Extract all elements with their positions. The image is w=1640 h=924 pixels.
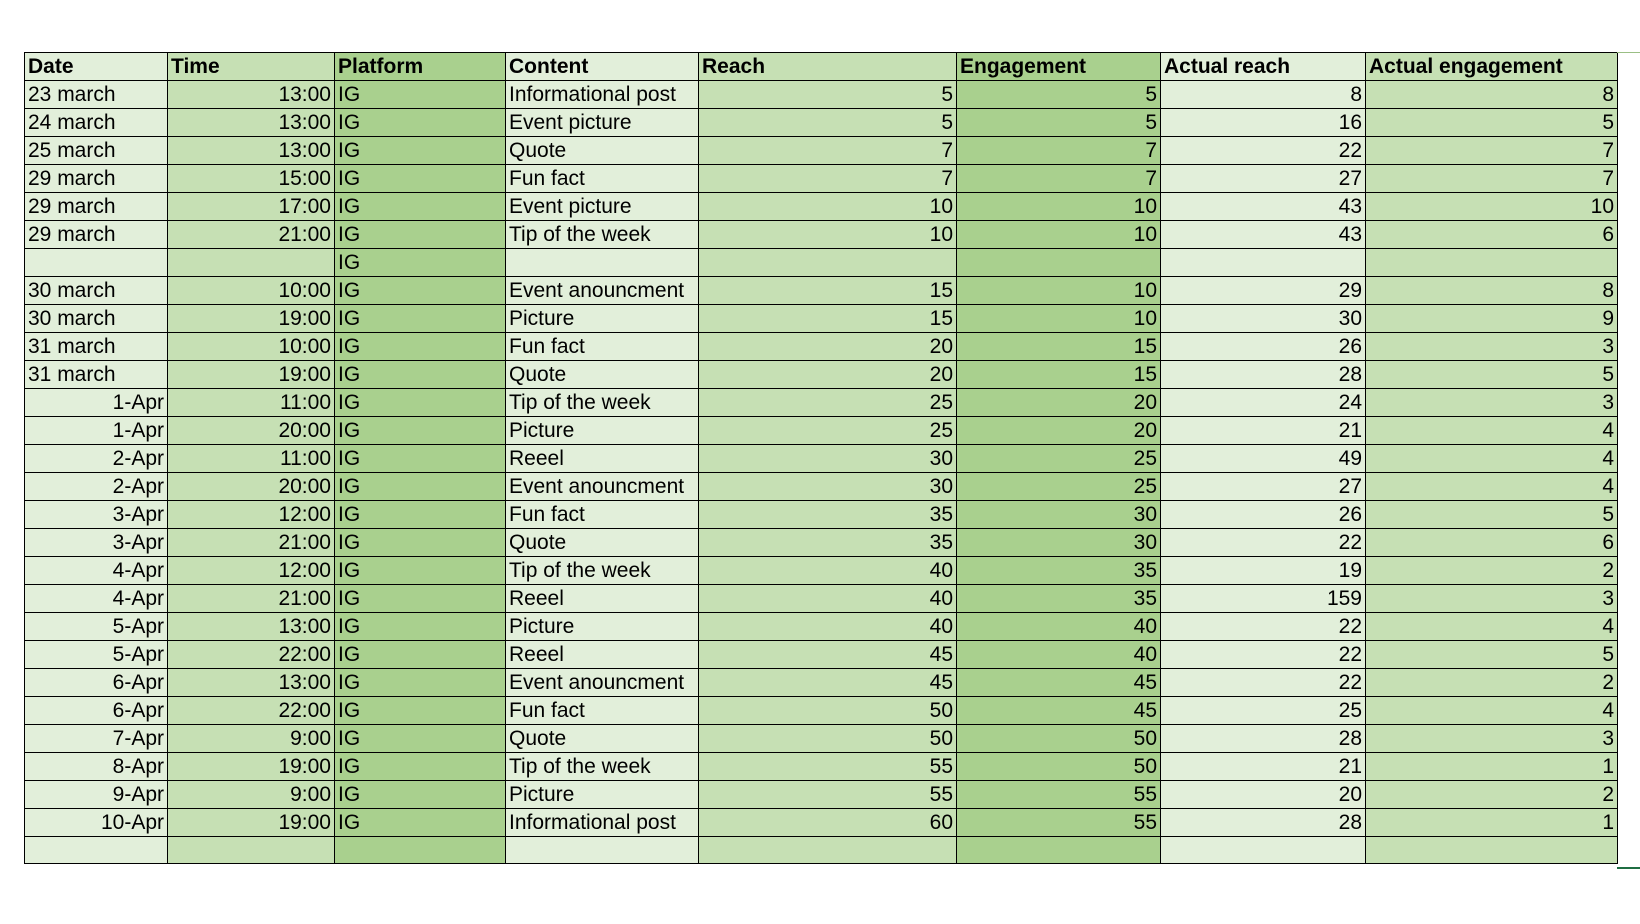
cell-actual-reach[interactable]: 29 <box>1161 277 1366 305</box>
cell-platform[interactable]: IG <box>335 669 506 697</box>
table-row <box>25 725 1618 753</box>
table-row <box>25 389 1618 417</box>
cell-content[interactable]: Picture <box>506 305 699 333</box>
cell-content[interactable]: Informational post <box>506 81 699 109</box>
cell-actual-engagement[interactable]: 3 <box>1366 725 1618 753</box>
cell-actual-engagement[interactable]: 5 <box>1366 501 1618 529</box>
cell-reach[interactable]: 45 <box>699 641 957 669</box>
cell-time[interactable]: 20:00 <box>168 473 335 501</box>
cell-actual-reach[interactable]: 26 <box>1161 501 1366 529</box>
cell-actual-reach[interactable]: 28 <box>1161 361 1366 389</box>
header-platform[interactable]: Platform <box>335 53 506 81</box>
table-row <box>25 669 1618 697</box>
table-row <box>25 333 1618 361</box>
table-row <box>25 781 1618 809</box>
cell-reach[interactable]: 55 <box>699 753 957 781</box>
cell-date[interactable]: 9-Apr <box>25 781 168 809</box>
cell-date[interactable]: 3-Apr <box>25 529 168 557</box>
table-row <box>25 109 1618 137</box>
cell-platform[interactable]: IG <box>335 137 506 165</box>
cell-date[interactable]: 25 march <box>25 137 168 165</box>
cell-engagement[interactable]: 35 <box>957 557 1161 585</box>
cell-platform[interactable]: IG <box>335 753 506 781</box>
cell-time[interactable]: 13:00 <box>168 109 335 137</box>
header-date[interactable]: Date <box>25 53 168 81</box>
table-row <box>25 249 1618 277</box>
cell-date[interactable]: 5-Apr <box>25 613 168 641</box>
cell-reach[interactable]: 50 <box>699 725 957 753</box>
cell-reach[interactable]: 7 <box>699 137 957 165</box>
cell-engagement[interactable]: 15 <box>957 333 1161 361</box>
cell-date[interactable]: 29 march <box>25 193 168 221</box>
cell-actual-engagement[interactable]: 3 <box>1366 333 1618 361</box>
sheet-edge <box>1617 52 1640 873</box>
cell-engagement[interactable]: 40 <box>957 641 1161 669</box>
cell-actual-reach[interactable]: 20 <box>1161 781 1366 809</box>
cell-engagement[interactable]: 40 <box>957 613 1161 641</box>
cell-reach[interactable]: 35 <box>699 529 957 557</box>
header-engagement[interactable]: Engagement <box>957 53 1161 81</box>
cell-time[interactable]: 13:00 <box>168 669 335 697</box>
cell-platform[interactable]: IG <box>335 193 506 221</box>
table-row <box>25 193 1618 221</box>
cell-time[interactable]: 21:00 <box>168 529 335 557</box>
cell-platform[interactable]: IG <box>335 613 506 641</box>
cell-date[interactable]: 31 march <box>25 333 168 361</box>
cell-content[interactable] <box>506 249 699 277</box>
cell-platform[interactable]: IG <box>335 445 506 473</box>
cell-reach[interactable]: 55 <box>699 781 957 809</box>
cell-actual-engagement[interactable]: 4 <box>1366 417 1618 445</box>
cell-reach[interactable]: 10 <box>699 221 957 249</box>
cell-engagement[interactable] <box>957 249 1161 277</box>
cell-platform[interactable]: IG <box>335 333 506 361</box>
cell-actual-reach[interactable]: 25 <box>1161 697 1366 725</box>
cell-engagement[interactable]: 50 <box>957 725 1161 753</box>
cell-time[interactable]: 13:00 <box>168 137 335 165</box>
cell-reach[interactable]: 35 <box>699 501 957 529</box>
cell-time[interactable]: 19:00 <box>168 305 335 333</box>
cell-time[interactable]: 9:00 <box>168 725 335 753</box>
cell-actual-engagement[interactable]: 7 <box>1366 137 1618 165</box>
cell-date[interactable]: 4-Apr <box>25 557 168 585</box>
cell-engagement[interactable]: 55 <box>957 781 1161 809</box>
cell-content[interactable]: Fun fact <box>506 501 699 529</box>
cell-actual-reach[interactable]: 27 <box>1161 165 1366 193</box>
cell-engagement[interactable]: 45 <box>957 697 1161 725</box>
table-row <box>25 277 1618 305</box>
cell-content[interactable]: Tip of the week <box>506 221 699 249</box>
cell-actual-reach[interactable] <box>1161 837 1366 864</box>
cell-actual-reach[interactable]: 30 <box>1161 305 1366 333</box>
cell-time[interactable]: 22:00 <box>168 641 335 669</box>
cell-reach[interactable]: 40 <box>699 557 957 585</box>
cell-platform[interactable]: IG <box>335 809 506 837</box>
cell-engagement[interactable]: 55 <box>957 809 1161 837</box>
cell-actual-reach[interactable]: 22 <box>1161 669 1366 697</box>
cell-actual-reach[interactable]: 43 <box>1161 193 1366 221</box>
cell-reach[interactable] <box>699 837 957 864</box>
header-content[interactable]: Content <box>506 53 699 81</box>
cell-content[interactable]: Fun fact <box>506 333 699 361</box>
table-row <box>25 165 1618 193</box>
table-row <box>25 809 1618 837</box>
cell-actual-engagement[interactable]: 5 <box>1366 109 1618 137</box>
selection-edge-marker <box>1617 867 1640 869</box>
table-row <box>25 557 1618 585</box>
cell-time[interactable]: 10:00 <box>168 277 335 305</box>
cell-date[interactable]: 29 march <box>25 165 168 193</box>
cell-actual-reach[interactable]: 159 <box>1161 585 1366 613</box>
cell-time[interactable]: 21:00 <box>168 585 335 613</box>
table-row <box>25 613 1618 641</box>
cell-time[interactable]: 17:00 <box>168 193 335 221</box>
cell-date[interactable]: 8-Apr <box>25 753 168 781</box>
cell-platform[interactable]: IG <box>335 557 506 585</box>
cell-engagement[interactable]: 20 <box>957 389 1161 417</box>
cell-platform[interactable]: IG <box>335 81 506 109</box>
table-row <box>25 305 1618 333</box>
cell-date[interactable]: 2-Apr <box>25 473 168 501</box>
table-row <box>25 417 1618 445</box>
cell-actual-reach[interactable]: 21 <box>1161 417 1366 445</box>
cell-content[interactable]: Tip of the week <box>506 557 699 585</box>
cell-engagement[interactable]: 30 <box>957 529 1161 557</box>
cell-content[interactable]: Fun fact <box>506 697 699 725</box>
cell-date[interactable] <box>25 249 168 277</box>
cell-actual-engagement[interactable]: 2 <box>1366 557 1618 585</box>
cell-time[interactable]: 19:00 <box>168 753 335 781</box>
cell-actual-engagement[interactable]: 9 <box>1366 305 1618 333</box>
cell-content[interactable]: Tip of the week <box>506 753 699 781</box>
cell-engagement[interactable]: 10 <box>957 305 1161 333</box>
cell-content[interactable]: Reeel <box>506 445 699 473</box>
cell-reach[interactable]: 40 <box>699 585 957 613</box>
cell-time[interactable]: 12:00 <box>168 501 335 529</box>
cell-date[interactable]: 3-Apr <box>25 501 168 529</box>
cell-date[interactable]: 30 march <box>25 305 168 333</box>
cell-reach[interactable]: 25 <box>699 417 957 445</box>
cell-reach[interactable]: 15 <box>699 277 957 305</box>
cell-actual-reach[interactable]: 22 <box>1161 137 1366 165</box>
cell-actual-reach[interactable]: 27 <box>1161 473 1366 501</box>
cell-content[interactable]: Reeel <box>506 641 699 669</box>
cell-actual-engagement[interactable]: 1 <box>1366 809 1618 837</box>
cell-content[interactable]: Event anouncment <box>506 669 699 697</box>
cell-engagement[interactable]: 25 <box>957 445 1161 473</box>
cell-reach[interactable]: 30 <box>699 445 957 473</box>
cell-actual-reach[interactable]: 43 <box>1161 221 1366 249</box>
table-body <box>25 81 1618 864</box>
cell-platform[interactable]: IG <box>335 165 506 193</box>
cell-content[interactable]: Picture <box>506 417 699 445</box>
cell-actual-engagement[interactable]: 1 <box>1366 753 1618 781</box>
cell-engagement[interactable]: 20 <box>957 417 1161 445</box>
header-row <box>25 53 1618 81</box>
cell-reach[interactable]: 7 <box>699 165 957 193</box>
cell-engagement[interactable]: 7 <box>957 165 1161 193</box>
table-row <box>25 473 1618 501</box>
cell-content[interactable]: Tip of the week <box>506 389 699 417</box>
cell-reach[interactable]: 60 <box>699 809 957 837</box>
header-actual-engagement[interactable]: Actual engagement <box>1366 53 1618 81</box>
cell-reach[interactable]: 5 <box>699 81 957 109</box>
table-row <box>25 501 1618 529</box>
table-row <box>25 641 1618 669</box>
cell-platform[interactable]: IG <box>335 725 506 753</box>
cell-content[interactable]: Quote <box>506 725 699 753</box>
cell-actual-reach[interactable]: 21 <box>1161 753 1366 781</box>
cell-engagement[interactable]: 10 <box>957 193 1161 221</box>
cell-engagement[interactable]: 15 <box>957 361 1161 389</box>
cell-actual-engagement[interactable]: 6 <box>1366 529 1618 557</box>
header-time[interactable]: Time <box>168 53 335 81</box>
cell-platform[interactable] <box>335 837 506 864</box>
cell-actual-engagement[interactable]: 5 <box>1366 361 1618 389</box>
cell-platform[interactable]: IG <box>335 585 506 613</box>
cell-date[interactable]: 2-Apr <box>25 445 168 473</box>
cell-content[interactable]: Quote <box>506 361 699 389</box>
table-row <box>25 137 1618 165</box>
cell-date[interactable]: 24 march <box>25 109 168 137</box>
cell-date[interactable] <box>25 837 168 864</box>
cell-date[interactable]: 6-Apr <box>25 669 168 697</box>
cell-platform[interactable]: IG <box>335 529 506 557</box>
cell-content[interactable]: Picture <box>506 613 699 641</box>
cell-date[interactable]: 30 march <box>25 277 168 305</box>
cell-actual-reach[interactable]: 49 <box>1161 445 1366 473</box>
cell-actual-engagement[interactable] <box>1366 837 1618 864</box>
cell-date[interactable]: 10-Apr <box>25 809 168 837</box>
cell-engagement[interactable]: 10 <box>957 277 1161 305</box>
cell-date[interactable]: 7-Apr <box>25 725 168 753</box>
cell-reach[interactable]: 20 <box>699 333 957 361</box>
cell-actual-engagement[interactable]: 4 <box>1366 613 1618 641</box>
cell-actual-reach[interactable]: 28 <box>1161 809 1366 837</box>
cell-actual-reach[interactable]: 28 <box>1161 725 1366 753</box>
cell-engagement[interactable]: 10 <box>957 221 1161 249</box>
cell-date[interactable]: 23 march <box>25 81 168 109</box>
cell-platform[interactable]: IG <box>335 305 506 333</box>
cell-platform[interactable]: IG <box>335 641 506 669</box>
cell-actual-reach[interactable]: 26 <box>1161 333 1366 361</box>
cell-time[interactable]: 13:00 <box>168 81 335 109</box>
cell-actual-reach[interactable]: 22 <box>1161 613 1366 641</box>
cell-time[interactable]: 19:00 <box>168 809 335 837</box>
cell-actual-engagement[interactable]: 8 <box>1366 277 1618 305</box>
cell-platform[interactable]: IG <box>335 417 506 445</box>
cell-actual-engagement[interactable]: 2 <box>1366 669 1618 697</box>
cell-platform[interactable]: IG <box>335 361 506 389</box>
cell-content[interactable]: Event anouncment <box>506 277 699 305</box>
cell-date[interactable]: 1-Apr <box>25 389 168 417</box>
cell-engagement[interactable]: 35 <box>957 585 1161 613</box>
cell-reach[interactable]: 40 <box>699 613 957 641</box>
cell-engagement[interactable]: 30 <box>957 501 1161 529</box>
cell-date[interactable]: 4-Apr <box>25 585 168 613</box>
cell-actual-engagement[interactable]: 5 <box>1366 641 1618 669</box>
cell-date[interactable]: 6-Apr <box>25 697 168 725</box>
cell-actual-engagement[interactable]: 4 <box>1366 697 1618 725</box>
cell-platform[interactable]: IG <box>335 249 506 277</box>
cell-time[interactable]: 21:00 <box>168 221 335 249</box>
table-row <box>25 221 1618 249</box>
cell-time[interactable]: 12:00 <box>168 557 335 585</box>
cell-date[interactable]: 1-Apr <box>25 417 168 445</box>
cell-content[interactable]: Event picture <box>506 193 699 221</box>
cell-actual-engagement[interactable] <box>1366 249 1618 277</box>
cell-content[interactable]: Event anouncment <box>506 473 699 501</box>
cell-actual-reach[interactable]: 19 <box>1161 557 1366 585</box>
cell-actual-reach[interactable]: 22 <box>1161 529 1366 557</box>
cell-content[interactable]: Picture <box>506 781 699 809</box>
cell-engagement[interactable]: 50 <box>957 753 1161 781</box>
cell-reach[interactable]: 5 <box>699 109 957 137</box>
cell-content[interactable]: Fun fact <box>506 165 699 193</box>
cell-reach[interactable]: 15 <box>699 305 957 333</box>
cell-content[interactable] <box>506 837 699 864</box>
data-table <box>24 52 1618 864</box>
spreadsheet-grid <box>24 52 1618 864</box>
table-row <box>25 837 1618 864</box>
cell-reach[interactable]: 50 <box>699 697 957 725</box>
cell-reach[interactable]: 20 <box>699 361 957 389</box>
cell-time[interactable]: 19:00 <box>168 361 335 389</box>
cell-date[interactable]: 5-Apr <box>25 641 168 669</box>
cell-actual-reach[interactable] <box>1161 249 1366 277</box>
cell-reach[interactable]: 25 <box>699 389 957 417</box>
cell-platform[interactable]: IG <box>335 697 506 725</box>
cell-time[interactable]: 13:00 <box>168 613 335 641</box>
cell-actual-engagement[interactable]: 10 <box>1366 193 1618 221</box>
cell-actual-engagement[interactable]: 4 <box>1366 445 1618 473</box>
cell-actual-engagement[interactable]: 4 <box>1366 473 1618 501</box>
cell-reach[interactable]: 10 <box>699 193 957 221</box>
cell-time[interactable] <box>168 249 335 277</box>
cell-reach[interactable] <box>699 249 957 277</box>
header-reach[interactable]: Reach <box>699 53 957 81</box>
cell-date[interactable]: 29 march <box>25 221 168 249</box>
cell-engagement[interactable]: 5 <box>957 81 1161 109</box>
cell-date[interactable]: 31 march <box>25 361 168 389</box>
cell-engagement[interactable]: 45 <box>957 669 1161 697</box>
cell-actual-reach[interactable]: 24 <box>1161 389 1366 417</box>
cell-time[interactable]: 11:00 <box>168 445 335 473</box>
cell-engagement[interactable]: 25 <box>957 473 1161 501</box>
cell-actual-reach[interactable]: 8 <box>1161 81 1366 109</box>
cell-reach[interactable]: 45 <box>699 669 957 697</box>
header-actual-reach[interactable]: Actual reach <box>1161 53 1366 81</box>
table-row <box>25 81 1618 109</box>
table-row <box>25 445 1618 473</box>
cell-platform[interactable]: IG <box>335 109 506 137</box>
cell-time[interactable]: 20:00 <box>168 417 335 445</box>
cell-actual-engagement[interactable]: 6 <box>1366 221 1618 249</box>
table-row <box>25 753 1618 781</box>
cell-actual-engagement[interactable]: 3 <box>1366 585 1618 613</box>
cell-time[interactable]: 15:00 <box>168 165 335 193</box>
cell-engagement[interactable]: 7 <box>957 137 1161 165</box>
cell-content[interactable]: Event picture <box>506 109 699 137</box>
cell-time[interactable]: 10:00 <box>168 333 335 361</box>
cell-content[interactable]: Informational post <box>506 809 699 837</box>
cell-time[interactable]: 9:00 <box>168 781 335 809</box>
cell-platform[interactable]: IG <box>335 277 506 305</box>
cell-time[interactable] <box>168 837 335 864</box>
cell-time[interactable]: 22:00 <box>168 697 335 725</box>
cell-content[interactable]: Quote <box>506 137 699 165</box>
cell-time[interactable]: 11:00 <box>168 389 335 417</box>
table-row <box>25 697 1618 725</box>
cell-reach[interactable]: 30 <box>699 473 957 501</box>
cell-actual-engagement[interactable]: 7 <box>1366 165 1618 193</box>
cell-platform[interactable]: IG <box>335 781 506 809</box>
cell-content[interactable]: Quote <box>506 529 699 557</box>
cell-engagement[interactable]: 5 <box>957 109 1161 137</box>
cell-engagement[interactable] <box>957 837 1161 864</box>
cell-platform[interactable]: IG <box>335 501 506 529</box>
cell-platform[interactable]: IG <box>335 221 506 249</box>
cell-actual-engagement[interactable]: 2 <box>1366 781 1618 809</box>
cell-content[interactable]: Reeel <box>506 585 699 613</box>
cell-platform[interactable]: IG <box>335 473 506 501</box>
cell-actual-reach[interactable]: 16 <box>1161 109 1366 137</box>
cell-actual-reach[interactable]: 22 <box>1161 641 1366 669</box>
table-row <box>25 529 1618 557</box>
cell-actual-engagement[interactable]: 3 <box>1366 389 1618 417</box>
table-row <box>25 585 1618 613</box>
table-row <box>25 361 1618 389</box>
cell-platform[interactable]: IG <box>335 389 506 417</box>
cell-actual-engagement[interactable]: 8 <box>1366 81 1618 109</box>
